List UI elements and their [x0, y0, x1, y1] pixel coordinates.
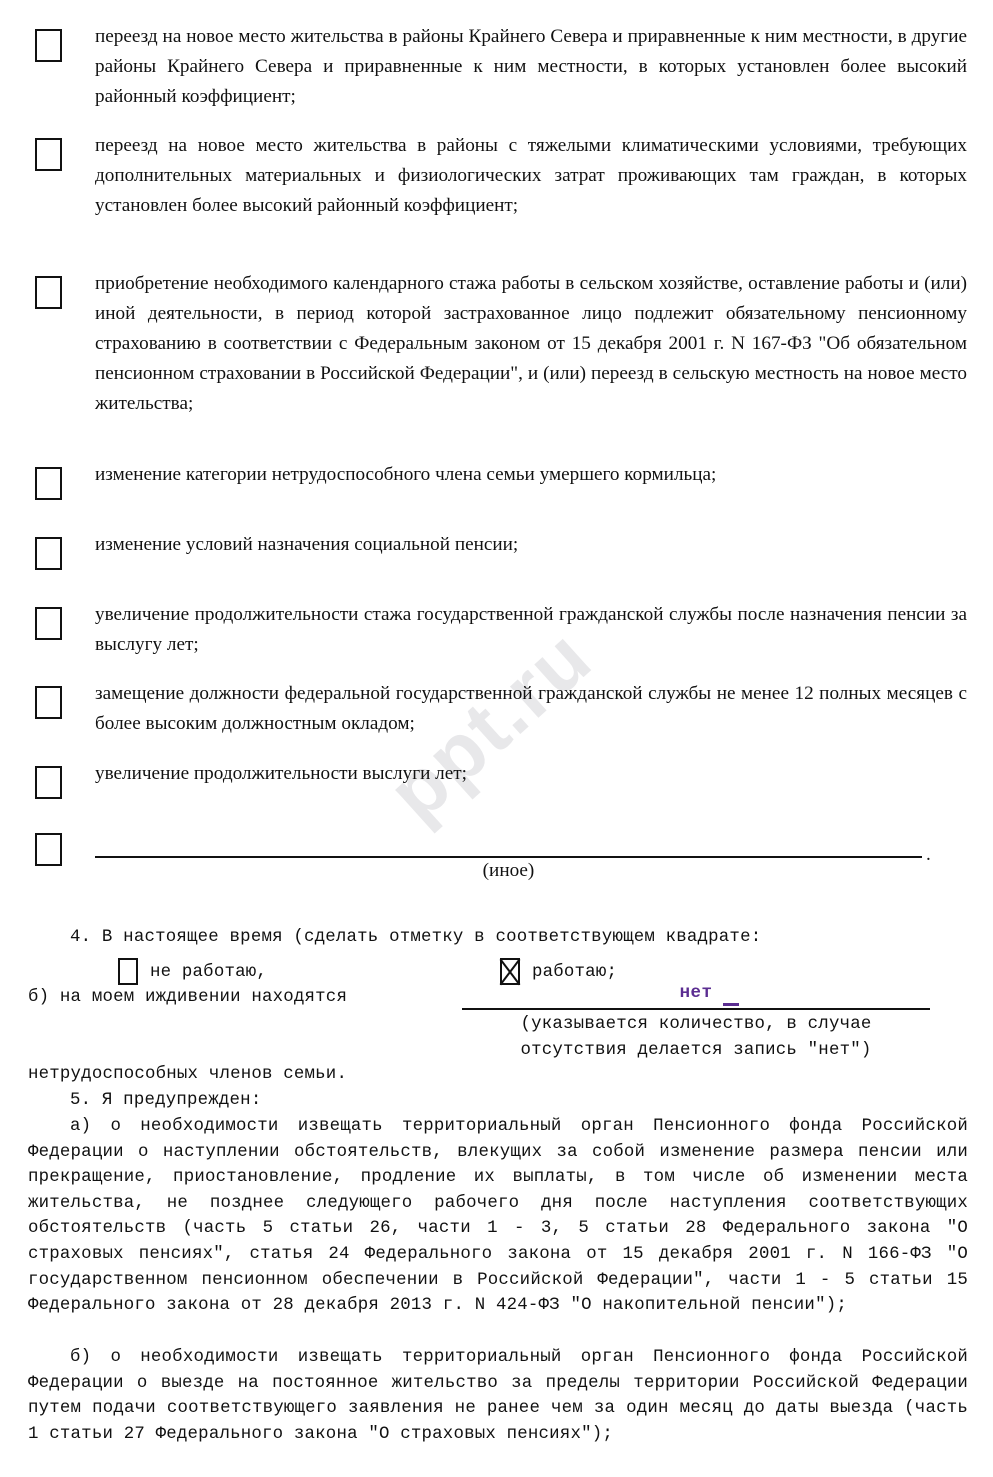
- checkbox-row[interactable]: [0, 595, 993, 660]
- checkbox-federal-civil-service-position[interactable]: [35, 686, 62, 719]
- other-reason-input-line[interactable]: [95, 856, 922, 858]
- checkbox-relocation-far-north[interactable]: [35, 29, 62, 62]
- checkbox-label: изменение условий назначения социальной пенсии;: [95, 534, 519, 555]
- checkbox-row[interactable]: [0, 118, 993, 221]
- checkbox-row[interactable]: [0, 755, 993, 789]
- checkbox-not-working[interactable]: [118, 958, 138, 985]
- watermark-ppt-ru: ppt.ru: [371, 611, 609, 838]
- dependents-hint-line2: отсутствия делается запись "нет"): [520, 1041, 872, 1060]
- checkbox-label: изменение категории нетрудоспособного члена семьи умершего кормильца;: [95, 464, 717, 485]
- checkbox-change-category-disabled-family-member[interactable]: [35, 467, 62, 500]
- checkbox-increase-civil-service-length[interactable]: [35, 607, 62, 640]
- checkbox-row[interactable]: [0, 675, 993, 739]
- other-reason-period: .: [926, 844, 931, 865]
- checkbox-change-social-pension-conditions[interactable]: [35, 537, 62, 570]
- dependents-value[interactable]: нет: [679, 984, 713, 1003]
- dependents-input-line[interactable]: [462, 1008, 930, 1010]
- other-reason-caption: (иное): [482, 860, 535, 881]
- section4-heading: 4. В настоящее время (сделать отметку в соответствующем квадрате:: [70, 928, 762, 947]
- dependents-trailer: нетрудоспособных членов семьи.: [28, 1065, 348, 1084]
- checkbox-row[interactable]: [0, 525, 993, 560]
- dependents-hint-line1: (указывается количество, в случае: [520, 1015, 872, 1034]
- checkbox-label: увеличение продолжительности выслуги лет;: [95, 763, 467, 784]
- checkbox-row[interactable]: [0, 0, 993, 112]
- checkbox-working[interactable]: [500, 958, 520, 985]
- checkbox-label: приобретение необходимого календарного стажа работы в сельском хозяйстве, оставление работы и (или) иной деятельности, в период которой застрахованное лицо подлежит обязательному пенсионному страхованию в соответствии с Федеральным законом от 15 декабря 2001 г. N 167-ФЗ "Об обязательном пенсионном страховании в Российской Федерации", и (или) переезд в сельскую местность на новое место жительства;: [95, 273, 967, 414]
- section5-paragraph-a: а) о необходимости извещать территориальный орган Пенсионного фонда Российской Федерации о наступлении обстоятельств, влекущих за собой изменение размера пенсии или прекращение, приостановление, продление их выплаты, в том числе об изменении места жительства, не позднее следующего рабочего дня после наступления соответствующих обстоятельств (часть 5 статьи 26, части 1 - 3, 5 статьи 28 Федерального закона "О страховых пенсиях", статья 24 Федерального закона от 15 декабря 2001 г. N 166-ФЗ "О государственном пенсионном обеспечении в Российской Федерации", части 1 - 5 статьи 15 Федерального закона от 28 декабря 2013 г. N 424-ФЗ "О накопительной пенсии");: [28, 1117, 968, 1316]
- checkbox-label: замещение должности федеральной государственной гражданской службы не менее 12 полных месяцев с более высоким должностным окладом;: [95, 683, 967, 734]
- dependents-label: б) на моем иждивении находятся: [28, 988, 348, 1007]
- checkbox-row[interactable]: [0, 455, 993, 490]
- section5-heading: 5. Я предупрежден:: [70, 1091, 262, 1110]
- checkbox-label: увеличение продолжительности стажа государственной гражданской службы после назначения пенсии за выслугу лет;: [95, 604, 967, 655]
- checkbox-label: переезд на новое место жительства в районы Крайнего Севера и приравненные к ним местности, в другие районы Крайнего Севера и приравненные к ним местности, в которых установлен более высокий районный коэффициент;: [95, 26, 967, 107]
- other-reason-row[interactable]: [0, 828, 993, 898]
- checkbox-row[interactable]: [0, 258, 993, 419]
- checkbox-label: переезд на новое место жительства в районы с тяжелыми климатическими условиями, требующих дополнительных материальных и физиологических затрат проживающих там граждан, в которых установлен более высокий районный коэффициент;: [95, 135, 967, 216]
- section5-paragraph-b: б) о необходимости извещать территориальный орган Пенсионного фонда Российской Федерации о выезде на постоянное жительство за пределы территории Российской Федерации путем подачи соответствующего заявления не ранее чем за один месяц до даты выезда (часть 1 статьи 27 Федерального закона "О страховых пенсиях");: [28, 1348, 968, 1444]
- text-cursor: [723, 1003, 739, 1006]
- label-not-working: не работаю,: [150, 963, 267, 982]
- checkbox-agricultural-service-period[interactable]: [35, 276, 62, 309]
- label-working: работаю;: [532, 963, 618, 982]
- checkbox-relocation-harsh-climate[interactable]: [35, 138, 62, 171]
- checkbox-other-reason[interactable]: [35, 833, 62, 866]
- checkbox-increase-years-of-service[interactable]: [35, 766, 62, 799]
